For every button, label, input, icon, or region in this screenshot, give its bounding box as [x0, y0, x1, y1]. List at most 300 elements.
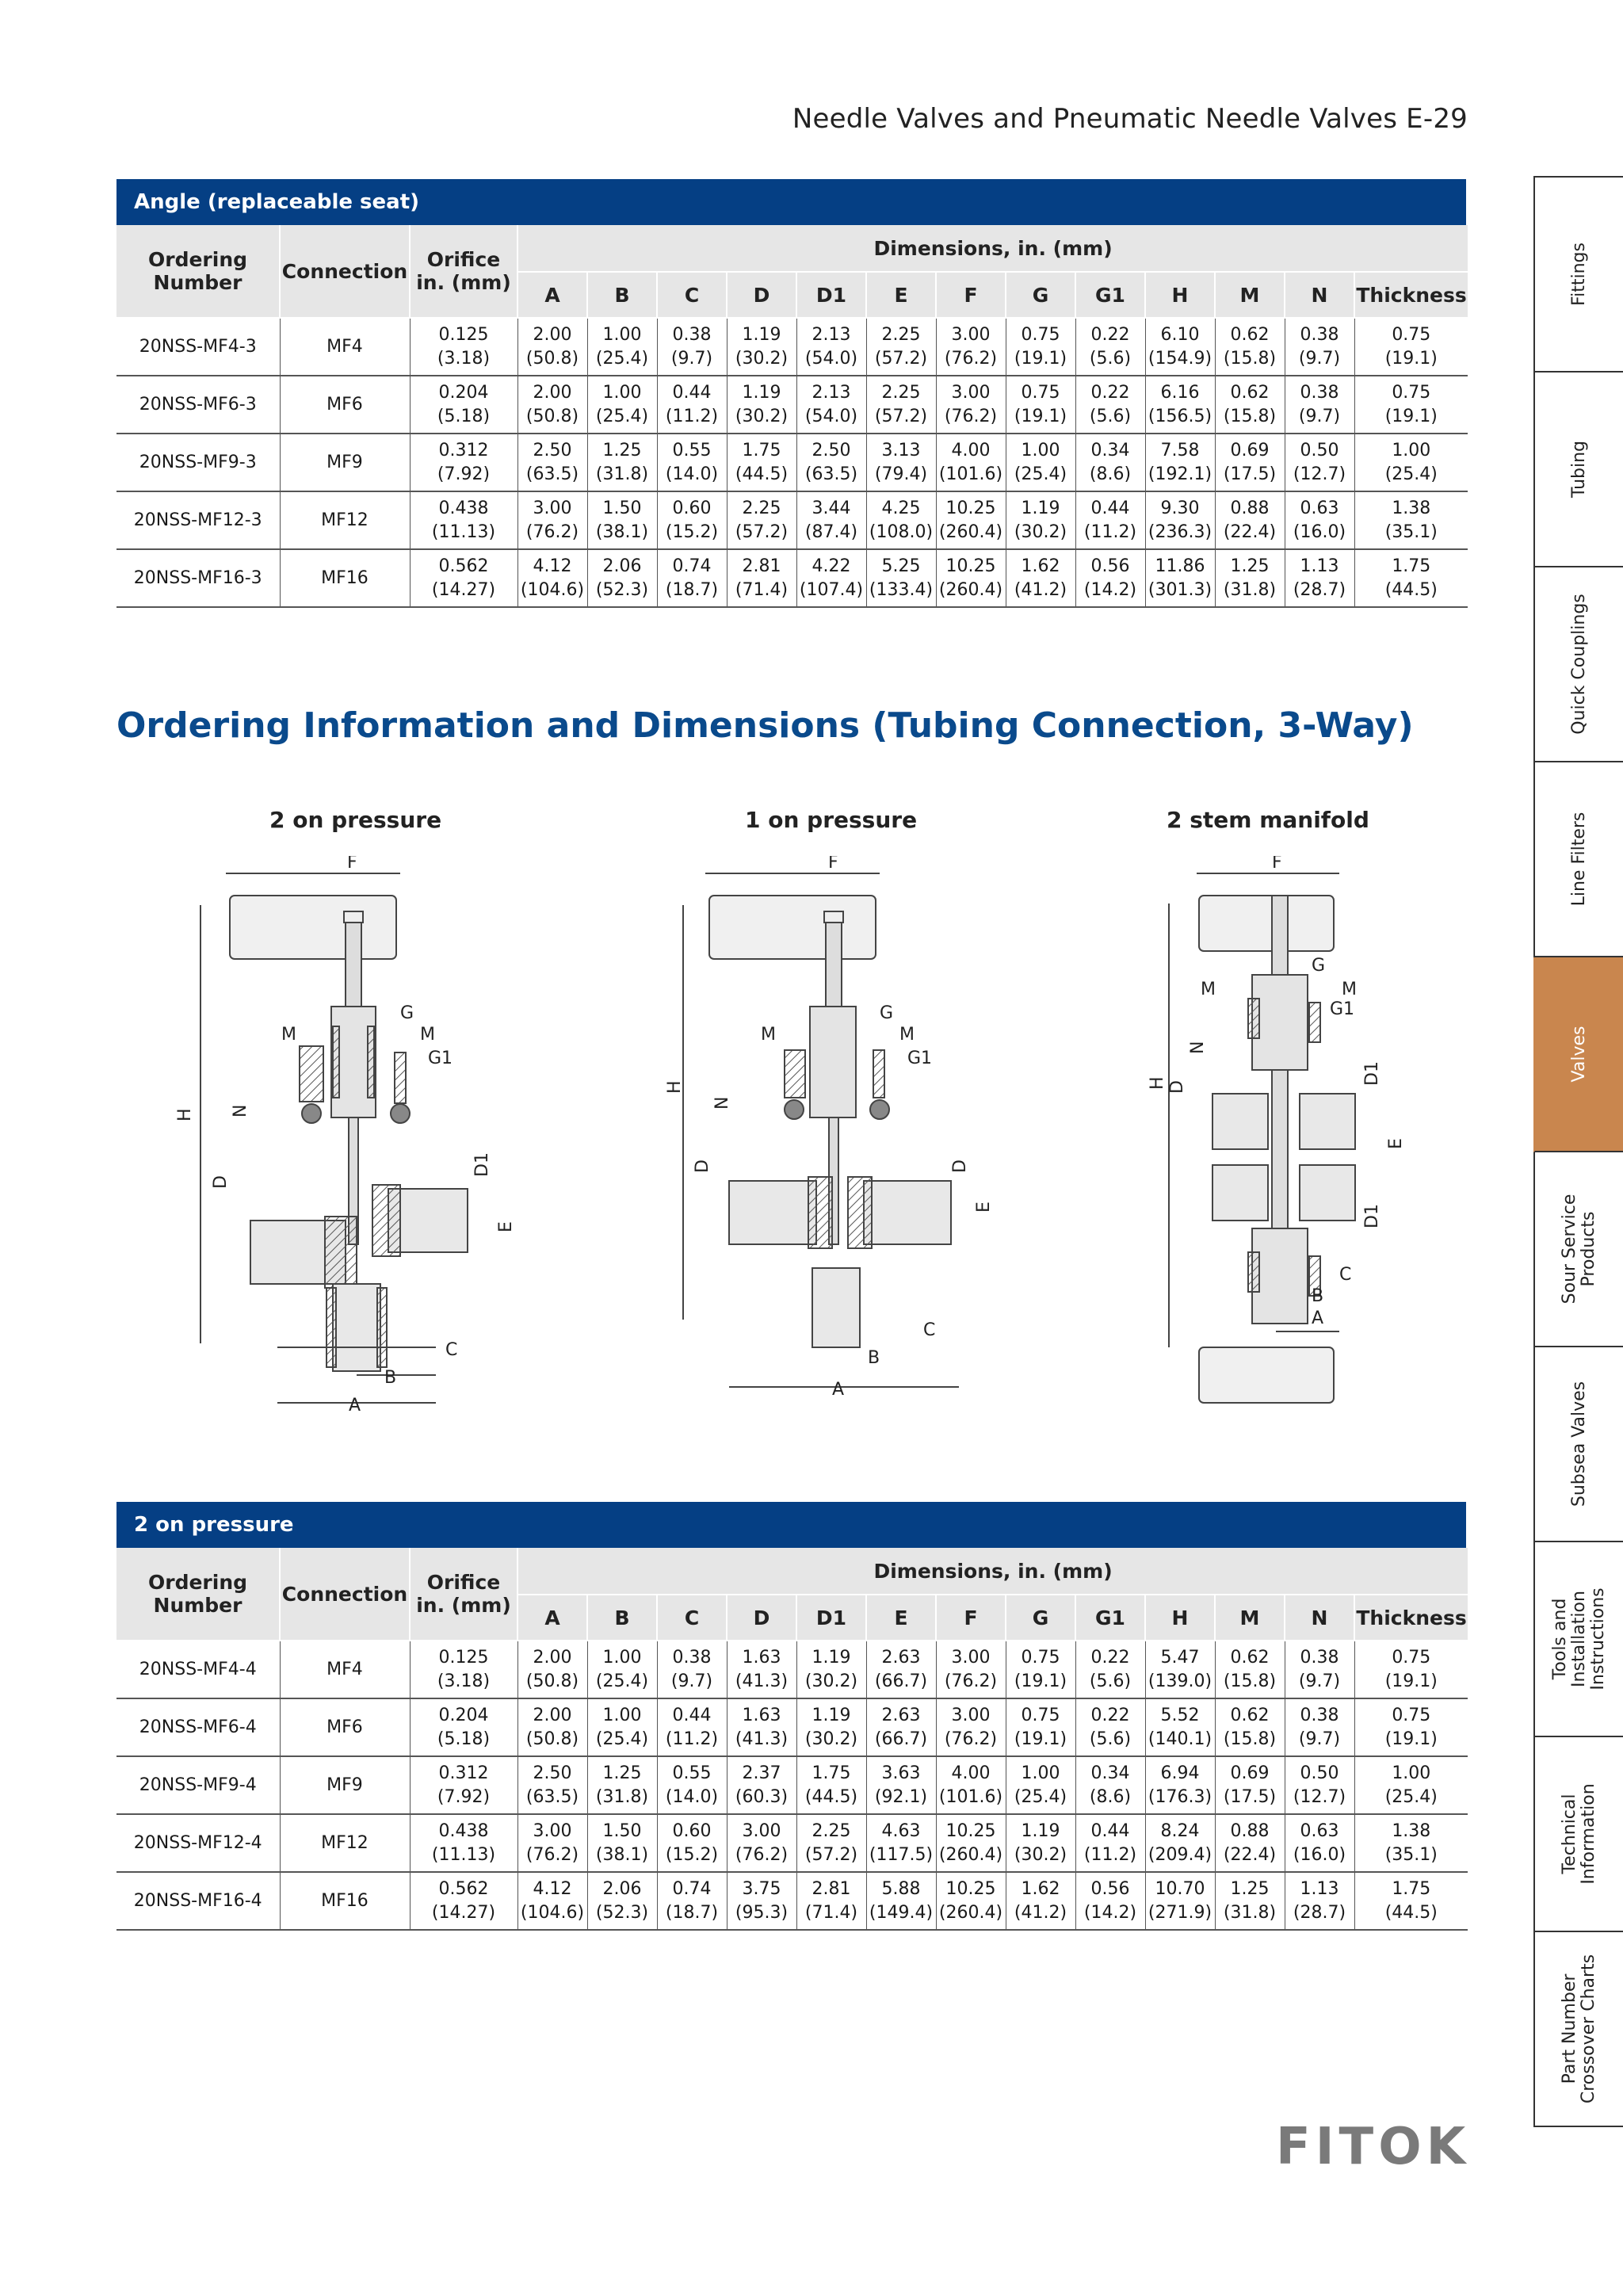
value-in: 0.312 [438, 440, 489, 460]
brand-logo: FITOK [1276, 2118, 1471, 2176]
side-tab-label: Fittings [1568, 243, 1589, 306]
value-in: 0.74 [672, 556, 712, 576]
cell-dimension [1354, 491, 1468, 549]
value-in: 3.63 [881, 1763, 921, 1783]
value-mm: (25.4) [1384, 1786, 1438, 1807]
cell-dimension [1075, 376, 1145, 434]
value-in: 0.75 [1392, 1705, 1431, 1725]
value-in: 3.00 [533, 1820, 572, 1841]
value-in: 3.00 [742, 1820, 781, 1841]
header-dimensions: Dimensions, in. (mm) [517, 1548, 1468, 1595]
cell-dimension [1354, 1814, 1468, 1872]
cell-dimension [1075, 1641, 1145, 1698]
dim-label-d: D [211, 1175, 231, 1189]
value-mm: (5.18) [437, 406, 491, 426]
value-in: 1.62 [1021, 1878, 1060, 1899]
cell-dimension [1285, 549, 1354, 607]
header-connection: Connection [280, 1548, 410, 1641]
cell-dimension [587, 1814, 657, 1872]
value-mm: (11.2) [1083, 1844, 1137, 1865]
value-mm: (15.2) [665, 1844, 719, 1865]
header-dim-col: M [1215, 1595, 1285, 1641]
cell-dimension [1075, 1756, 1145, 1814]
cell-dimension [517, 1641, 587, 1698]
value-in: 1.63 [742, 1705, 781, 1725]
value-mm: (52.3) [595, 579, 649, 600]
value-in: 0.312 [438, 1763, 489, 1783]
value-in: 2.13 [812, 324, 851, 345]
diagram-2-stem-manifold [1169, 873, 1355, 1403]
dim-label-b: B [1312, 1286, 1324, 1306]
value-mm: (9.7) [1298, 1671, 1341, 1691]
dim-label-m: M [1201, 980, 1216, 999]
value-in: 0.75 [1392, 324, 1431, 345]
value-in: 1.00 [1021, 440, 1060, 460]
value-mm: (301.3) [1148, 579, 1212, 600]
cell-connection: MF4 [280, 1641, 410, 1698]
value-mm: (30.2) [1014, 521, 1067, 542]
value-mm: (30.2) [1014, 1844, 1067, 1865]
cell-dimension [517, 491, 587, 549]
cell-dimension [517, 318, 587, 376]
value-in: 1.38 [1392, 1820, 1431, 1841]
side-tab-label: Part Number Crossover Charts [1559, 1954, 1598, 2104]
header-dim-col: N [1285, 272, 1354, 318]
side-tab[interactable] [1533, 372, 1623, 567]
header-dim-col: M [1215, 272, 1285, 318]
cell-dimension [727, 1756, 796, 1814]
value-mm: (9.7) [670, 348, 713, 369]
value-mm: (31.8) [1223, 1902, 1277, 1923]
cell-dimension [866, 491, 936, 549]
value-mm: (7.92) [437, 1786, 491, 1807]
value-in: 4.00 [951, 440, 991, 460]
side-tab[interactable] [1533, 1347, 1623, 1542]
dim-label-g: G [400, 1003, 414, 1023]
side-tab[interactable] [1533, 567, 1623, 762]
dim-label-b: B [384, 1368, 397, 1388]
value-mm: (30.2) [804, 1729, 858, 1749]
cell-dimension [1215, 1814, 1285, 1872]
header-dim-col: G [1006, 272, 1075, 318]
value-in: 10.25 [945, 556, 996, 576]
cell-connection: MF6 [280, 1698, 410, 1756]
cell-dimension [1215, 1641, 1285, 1698]
value-mm: (260.4) [938, 1902, 1003, 1923]
value-in: 1.75 [812, 1763, 851, 1783]
value-mm: (25.4) [595, 406, 649, 426]
value-mm: (11.2) [665, 1729, 719, 1749]
cell-dimension [587, 1756, 657, 1814]
cell-dimension [1145, 1698, 1215, 1756]
value-in: 5.52 [1160, 1705, 1200, 1725]
table-row [116, 491, 1468, 549]
value-mm: (19.1) [1014, 1671, 1067, 1691]
cell-dimension [657, 1641, 727, 1698]
dim-label-g1: G1 [1330, 999, 1355, 1019]
cell-dimension [796, 491, 866, 549]
dim-label-m: M [281, 1025, 296, 1045]
value-mm: (30.2) [735, 406, 789, 426]
cell-dimension [727, 1698, 796, 1756]
cell-dimension [1075, 1698, 1145, 1756]
value-in: 0.55 [672, 440, 712, 460]
cell-dimension [936, 491, 1006, 549]
value-in: 0.204 [438, 382, 489, 403]
header-dim-col: D1 [796, 272, 866, 318]
cell-dimension [727, 1814, 796, 1872]
value-mm: (108.0) [869, 521, 934, 542]
cell-dimension [936, 549, 1006, 607]
cell-dimension [1075, 1814, 1145, 1872]
value-mm: (9.7) [1298, 406, 1341, 426]
value-mm: (71.4) [804, 1902, 858, 1923]
value-in: 0.75 [1021, 1705, 1060, 1725]
cell-dimension [727, 1641, 796, 1698]
value-mm: (25.4) [595, 348, 649, 369]
header-dim-col: C [657, 272, 727, 318]
header-dimensions: Dimensions, in. (mm) [517, 225, 1468, 272]
value-in: 0.22 [1090, 324, 1130, 345]
cell-connection: MF6 [280, 376, 410, 434]
value-in: 0.125 [438, 1647, 489, 1668]
dim-label-g1: G1 [907, 1049, 933, 1068]
side-tab[interactable] [1533, 178, 1623, 372]
value-in: 0.38 [1300, 1705, 1339, 1725]
value-in: 2.00 [533, 1647, 572, 1668]
value-mm: (14.2) [1083, 579, 1137, 600]
cell-dimension [1354, 376, 1468, 434]
dim-label-c: C [445, 1340, 458, 1360]
value-in: 0.38 [1300, 382, 1339, 403]
value-in: 0.125 [438, 324, 489, 345]
value-mm: (25.4) [1014, 464, 1067, 484]
cell-dimension [517, 376, 587, 434]
value-mm: (38.1) [595, 1844, 649, 1865]
cell-dimension [866, 376, 936, 434]
header-dim-col: Thickness [1354, 1595, 1468, 1641]
cell-dimension [727, 376, 796, 434]
value-mm: (14.27) [431, 1902, 496, 1923]
value-mm: (22.4) [1223, 521, 1277, 542]
value-in: 0.56 [1090, 1878, 1130, 1899]
value-mm: (95.3) [735, 1902, 789, 1923]
value-in: 1.62 [1021, 556, 1060, 576]
value-in: 0.438 [438, 1820, 489, 1841]
value-in: 0.50 [1300, 440, 1339, 460]
value-mm: (104.6) [520, 579, 585, 600]
cell-dimension [1006, 491, 1075, 549]
header-dim-col: A [517, 1595, 587, 1641]
cell-dimension [866, 549, 936, 607]
value-in: 0.62 [1230, 324, 1270, 345]
value-mm: (35.1) [1384, 521, 1438, 542]
value-mm: (15.8) [1223, 406, 1277, 426]
value-in: 6.10 [1160, 324, 1200, 345]
value-in: 0.69 [1230, 1763, 1270, 1783]
header-dim-col: F [936, 272, 1006, 318]
value-mm: (25.4) [1014, 1786, 1067, 1807]
cell-dimension [796, 549, 866, 607]
cell-ordering-number: 20NSS-MF9-4 [116, 1756, 280, 1814]
value-mm: (44.5) [735, 464, 789, 484]
value-in: 1.19 [742, 324, 781, 345]
value-in: 1.50 [602, 1820, 642, 1841]
value-in: 10.70 [1155, 1878, 1205, 1899]
cell-connection: MF4 [280, 318, 410, 376]
value-mm: (76.2) [944, 1729, 998, 1749]
value-in: 2.13 [812, 382, 851, 403]
header-dim-col: F [936, 1595, 1006, 1641]
cell-dimension [796, 318, 866, 376]
cell-dimension [657, 491, 727, 549]
value-mm: (31.8) [1223, 579, 1277, 600]
diagram-caption: 1 on pressure [745, 807, 918, 833]
cell-dimension [727, 1872, 796, 1930]
value-in: 1.25 [602, 1763, 642, 1783]
cell-orifice [410, 1698, 517, 1756]
value-in: 2.25 [812, 1820, 851, 1841]
cell-ordering-number: 20NSS-MF4-4 [116, 1641, 280, 1698]
side-tab[interactable] [1533, 957, 1623, 1152]
dim-label-e: E [496, 1221, 516, 1232]
cell-dimension [587, 1698, 657, 1756]
dim-label-g1: G1 [428, 1049, 453, 1068]
side-tab[interactable] [1533, 1152, 1623, 1347]
cell-dimension [1215, 1756, 1285, 1814]
cell-dimension [1075, 549, 1145, 607]
value-mm: (41.3) [735, 1671, 789, 1691]
value-mm: (54.0) [804, 406, 858, 426]
value-in: 1.75 [742, 440, 781, 460]
cell-dimension [1215, 491, 1285, 549]
value-mm: (236.3) [1148, 521, 1212, 542]
cell-connection: MF16 [280, 1872, 410, 1930]
side-tab-label: Sour Service Products [1559, 1194, 1598, 1305]
cell-connection: MF16 [280, 549, 410, 607]
cell-dimension [796, 1872, 866, 1930]
value-in: 2.06 [602, 556, 642, 576]
value-in: 1.19 [812, 1705, 851, 1725]
value-mm: (25.4) [595, 1729, 649, 1749]
header-orifice: Orifice in. (mm) [410, 1548, 517, 1641]
cell-dimension [866, 1698, 936, 1756]
value-in: 0.62 [1230, 382, 1270, 403]
cell-dimension [1354, 549, 1468, 607]
value-mm: (7.92) [437, 464, 491, 484]
header-connection: Connection [280, 225, 410, 318]
cell-ordering-number: 20NSS-MF6-4 [116, 1698, 280, 1756]
cell-ordering-number: 20NSS-MF12-3 [116, 491, 280, 549]
value-in: 8.24 [1160, 1820, 1200, 1841]
value-mm: (92.1) [874, 1786, 928, 1807]
side-tab-label: Quick Couplings [1568, 594, 1589, 735]
cell-dimension [517, 1698, 587, 1756]
value-in: 0.38 [1300, 1647, 1339, 1668]
cell-dimension [866, 318, 936, 376]
side-tab[interactable] [1533, 1542, 1623, 1737]
side-tab[interactable] [1533, 1932, 1623, 2127]
dim-label-g: G [880, 1003, 894, 1023]
cell-ordering-number: 20NSS-MF16-3 [116, 549, 280, 607]
cell-dimension [1006, 1641, 1075, 1698]
side-tab-label: Subsea Valves [1568, 1381, 1589, 1507]
value-in: 1.00 [1021, 1763, 1060, 1783]
cell-dimension [796, 1756, 866, 1814]
cell-dimension [587, 1641, 657, 1698]
value-mm: (52.3) [595, 1902, 649, 1923]
table-row [116, 376, 1468, 434]
side-tab[interactable] [1533, 762, 1623, 957]
cell-dimension [1354, 434, 1468, 491]
value-in: 1.00 [602, 324, 642, 345]
cell-dimension [1006, 1756, 1075, 1814]
value-mm: (31.8) [595, 1786, 649, 1807]
cell-dimension [1145, 1641, 1215, 1698]
cell-dimension [1145, 1872, 1215, 1930]
cell-dimension [1285, 318, 1354, 376]
value-in: 0.75 [1392, 1647, 1431, 1668]
header-dim-col: E [866, 272, 936, 318]
cell-dimension [1354, 1641, 1468, 1698]
header-dim-col: Thickness [1354, 272, 1468, 318]
table-row [116, 1872, 1468, 1930]
value-mm: (209.4) [1148, 1844, 1212, 1865]
cell-dimension [1354, 1756, 1468, 1814]
cell-dimension [587, 318, 657, 376]
side-tab[interactable] [1533, 1737, 1623, 1932]
value-mm: (25.4) [1384, 464, 1438, 484]
cell-dimension [936, 1641, 1006, 1698]
side-tab-label: Tubing [1568, 440, 1589, 499]
value-mm: (9.7) [1298, 348, 1341, 369]
value-in: 0.60 [672, 498, 712, 518]
cell-dimension [727, 434, 796, 491]
cell-dimension [796, 434, 866, 491]
value-in: 1.25 [602, 440, 642, 460]
value-mm: (38.1) [595, 521, 649, 542]
cell-ordering-number: 20NSS-MF4-3 [116, 318, 280, 376]
cell-dimension [517, 1872, 587, 1930]
value-mm: (11.13) [431, 1844, 496, 1865]
value-mm: (31.8) [595, 464, 649, 484]
cell-dimension [1006, 1814, 1075, 1872]
cell-dimension [657, 1698, 727, 1756]
dim-label-d1: D1 [472, 1152, 492, 1177]
table-row [116, 1641, 1468, 1698]
cell-dimension [1215, 376, 1285, 434]
value-in: 0.38 [672, 324, 712, 345]
value-in: 1.00 [1392, 1763, 1431, 1783]
value-mm: (30.2) [735, 348, 789, 369]
value-in: 4.00 [951, 1763, 991, 1783]
table-angle [116, 179, 1466, 608]
value-mm: (66.7) [874, 1671, 928, 1691]
value-in: 0.204 [438, 1705, 489, 1725]
value-mm: (15.8) [1223, 1671, 1277, 1691]
cell-dimension [796, 1698, 866, 1756]
value-mm: (41.3) [735, 1729, 789, 1749]
value-in: 1.19 [742, 382, 781, 403]
cell-dimension [517, 1814, 587, 1872]
cell-dimension [657, 549, 727, 607]
value-mm: (30.2) [804, 1671, 858, 1691]
cell-dimension [1075, 491, 1145, 549]
cell-dimension [1006, 549, 1075, 607]
value-mm: (17.5) [1223, 464, 1277, 484]
value-in: 1.75 [1392, 1878, 1431, 1899]
dim-label-h: H [665, 1080, 685, 1094]
header-dim-col: C [657, 1595, 727, 1641]
value-in: 0.55 [672, 1763, 712, 1783]
value-mm: (19.1) [1014, 348, 1067, 369]
value-in: 1.25 [1230, 1878, 1270, 1899]
cell-dimension [936, 434, 1006, 491]
spec-table [116, 225, 1468, 608]
dim-label-n: N [231, 1104, 250, 1117]
cell-dimension [1285, 376, 1354, 434]
cell-dimension [796, 1641, 866, 1698]
dim-label-f: F [828, 856, 838, 873]
value-mm: (50.8) [525, 1729, 579, 1749]
value-in: 0.44 [1090, 1820, 1130, 1841]
value-in: 1.63 [742, 1647, 781, 1668]
value-in: 1.19 [812, 1647, 851, 1668]
cell-ordering-number: 20NSS-MF12-4 [116, 1814, 280, 1872]
value-mm: (76.2) [944, 406, 998, 426]
cell-dimension [1215, 1872, 1285, 1930]
cell-dimension [1354, 1872, 1468, 1930]
value-mm: (101.6) [938, 464, 1003, 484]
cell-dimension [517, 549, 587, 607]
cell-dimension [517, 434, 587, 491]
value-mm: (11.2) [665, 406, 719, 426]
value-mm: (8.6) [1089, 464, 1132, 484]
value-in: 6.94 [1160, 1763, 1200, 1783]
value-in: 0.62 [1230, 1705, 1270, 1725]
dim-label-d: D [950, 1159, 970, 1173]
header-dim-col: G1 [1075, 272, 1145, 318]
value-in: 1.19 [1021, 1820, 1060, 1841]
value-in: 0.74 [672, 1878, 712, 1899]
value-in: 4.25 [881, 498, 921, 518]
dim-label-m: M [761, 1025, 776, 1045]
value-in: 2.63 [881, 1647, 921, 1668]
value-in: 1.25 [1230, 556, 1270, 576]
value-in: 7.58 [1160, 440, 1200, 460]
header-dim-col: D [727, 1595, 796, 1641]
section-title: Ordering Information and Dimensions (Tubing Connection, 3-Way) [116, 705, 1414, 746]
value-mm: (44.5) [1384, 579, 1438, 600]
cell-connection: MF9 [280, 1756, 410, 1814]
value-in: 3.00 [951, 1705, 991, 1725]
cell-dimension [1006, 318, 1075, 376]
cell-dimension [587, 376, 657, 434]
value-in: 3.44 [812, 498, 851, 518]
cell-dimension [1285, 1698, 1354, 1756]
value-in: 1.19 [1021, 498, 1060, 518]
value-mm: (19.1) [1384, 406, 1438, 426]
value-in: 0.438 [438, 498, 489, 518]
cell-dimension [1006, 434, 1075, 491]
value-in: 1.38 [1392, 498, 1431, 518]
value-in: 1.00 [602, 1647, 642, 1668]
value-mm: (8.6) [1089, 1786, 1132, 1807]
value-in: 0.69 [1230, 440, 1270, 460]
value-in: 0.60 [672, 1820, 712, 1841]
value-in: 0.44 [672, 382, 712, 403]
value-mm: (18.7) [665, 579, 719, 600]
